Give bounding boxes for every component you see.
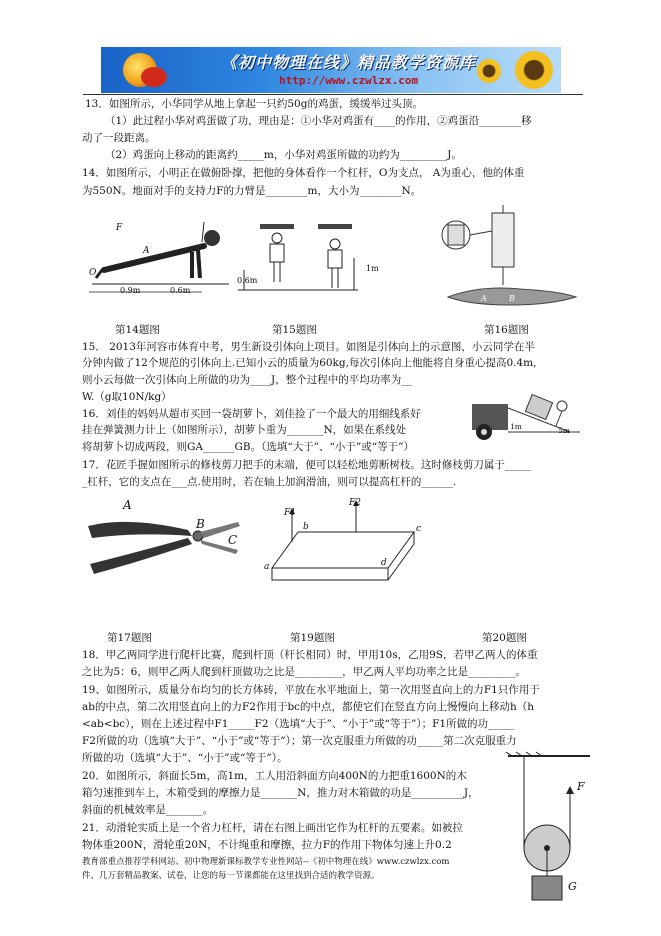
banner-title: 《初中物理在线》精品教学资源库 — [221, 53, 477, 72]
shears-B-label: B — [196, 517, 205, 531]
brick-a-label: a — [264, 562, 270, 572]
q14-line-1: 14．如图所示，小明正在做俯卧撑，把他的身体看作一个杠杆，O为支点， A为重心，他的体重 — [82, 167, 525, 179]
footer-line-1: 教育部重点推荐学科网站、初中物理新课标教学专业性网站--《初中物理在线》www.czwlzx.com — [82, 857, 450, 867]
header-rule — [83, 94, 583, 95]
brick-F1-label: F1 — [284, 508, 296, 518]
q21-line-2: 物体重200N，滑轮重20N，不计绳重和摩擦，拉力F的作用下物体匀速上升0.2 — [82, 839, 452, 851]
q13-line-3: 动了一段距离。 — [82, 132, 156, 144]
q18-line-1: 18．甲乙两同学进行爬杆比赛，爬到杆顶（杆长相同）时，甲用10s，乙用9S，若甲乙两人的体重 — [82, 649, 538, 661]
q19-line-3: <ab<bc），则在上述过程中F1_____F2（选填“大于”、“小于”或“等于”）；F1所做的功_____ — [82, 718, 515, 730]
q15-line-4: W.（g取10N/kg） — [82, 391, 172, 403]
shears-C-label: C — [228, 533, 238, 547]
q17-line-1: 17．花匠手握如图所示的修枝剪刀把手的末端，便可以轻松地剪断树枝。这时修枝剪刀属于_____ — [82, 459, 532, 471]
q15-line-3: 则小云每做一次引体向上所做的功为____J，整个过程中的平均功率为__ — [82, 374, 412, 386]
q13-line-4: （2）鸡蛋向上移动的距离约_____m，小华对鸡蛋所做的功约为_________J。 — [105, 149, 462, 161]
pushup-distance-2: 0.6m — [170, 286, 191, 295]
shears-A-label: A — [123, 498, 132, 512]
q19-line-1: 19、如图所示，质量分布均匀的长方体砖，平放在水平地面上，第一次用竖直向上的力F1只作用于 — [82, 684, 540, 696]
q20-line-3: 斜面的机械效率是_______。 — [82, 804, 214, 816]
sunflower-icon — [515, 51, 553, 89]
q16-line-3: 将胡萝卜切成两段，则GA______GB。（选填“大于”、“小于”或“等于”） — [82, 441, 415, 453]
pullup-height-1: 0.6m — [237, 276, 258, 285]
brick-b-label: b — [303, 522, 309, 532]
pushup-distance-1: 0.9m — [120, 286, 141, 295]
ramp-length-label: 5m — [558, 426, 570, 435]
q15-line-2: 分钟内做了12个规范的引体向上.已知小云的质量为60kg,每次引体向上他能将自身重心提高0.4m, — [82, 357, 537, 369]
pushup-O-label: O — [89, 268, 97, 278]
pushup-F-label: F — [116, 223, 123, 233]
header-banner — [101, 47, 561, 93]
q21-line-1: 21．动滑轮实质上是一个省力杠杆，请在右图上画出它作为杠杆的五要素。如被拉 — [82, 822, 463, 834]
ramp-height-label: 1m — [510, 422, 522, 431]
carrot-B-label: B — [509, 294, 515, 303]
q13-line-1: 13．如图所示，小华同学从地上拿起一只约50g的鸡蛋，缓缓举过头顶。 — [85, 98, 423, 110]
footer-line-2: 件、几万套精品教案、试卷，让您的每一节课都能在这里找到合适的教学资源。 — [82, 871, 380, 881]
q20-line-2: 箱匀速推到车上，木箱受到的摩擦力是_______N，推力对木箱做的功是__________J， — [82, 787, 479, 799]
q19-line-2: ab的中点，第二次用竖直向上的力F2作用于bc的中点，都使它们在竖直方向上慢慢向上移动h（h — [82, 701, 535, 713]
q15-line-1: 15． 2013年河容市体育中考，男生新设引体向上项目。如图是引体向上的示意图，小云同学在半 — [82, 341, 535, 353]
shears-figure — [88, 500, 248, 582]
q13-line-2: （1）此过程小华对鸡蛋做了功，理由是：①小华对鸡蛋有____的作用，②鸡蛋沿________移 — [105, 115, 532, 127]
pulley-F-label: F — [577, 780, 585, 793]
ramp-figure — [470, 384, 585, 444]
q18-line-2: 之比为5：6，则甲乙两人爬到杆顶做功之比是_________，甲乙两人平均功率之比是_________。 — [82, 666, 526, 678]
q17-line-2: _杠杆，它的支点在___点.使用时，若在轴上加润滑油，则可以提高杠杆的______. — [82, 476, 457, 488]
carrot-A-label: A — [481, 294, 487, 303]
fig19-caption: 第19题图 — [290, 632, 335, 644]
brick-F2-label: F2 — [349, 498, 361, 508]
q16-line-1: 16．刘佳的妈妈从超市买回一袋胡萝卜，刘佳捡了一个最大的用细线系好 — [82, 408, 421, 420]
q19-line-5: 所做的功（选填“大于”、“小于”或“等于”）。 — [82, 752, 288, 764]
pushup-A-label: A — [143, 246, 150, 256]
fig16-caption: 第16题图 — [484, 324, 529, 336]
fig14-caption: 第14题图 — [115, 324, 160, 336]
logo-accent-icon — [141, 67, 167, 87]
pulley-G-label: G — [568, 880, 577, 893]
pullup-figure — [238, 222, 358, 297]
brick-c-label: c — [416, 524, 422, 534]
fig20-caption: 第20题图 — [482, 632, 527, 644]
brick-d-label: d — [381, 558, 387, 568]
q20-line-1: 20．如图所示，斜面长5m，高1m，工人用沿斜面方向400N的力把重1600N的木 — [82, 770, 467, 782]
pulley-figure — [500, 752, 595, 932]
q14-line-2: 为550N。地面对手的支持力F的力臂是________m，大小为________N。 — [82, 185, 422, 197]
fig17-caption: 第17题图 — [107, 632, 152, 644]
q16-line-2: 挂在弹簧测力计上（如图所示），胡萝卜重为_______N，如果在系线处 — [82, 424, 407, 436]
q19-line-4: F2所做的功（选填“大于”、“小于”或“等于”）；第一次克服重力所做的功_____第二次克服重力 — [82, 735, 517, 747]
pullup-height-2: 1m — [366, 264, 379, 273]
sunflower-small-icon — [477, 59, 501, 83]
pushup-figure — [84, 222, 234, 297]
fig15-caption: 第15题图 — [272, 324, 317, 336]
banner-url: http://www.czwlzx.com — [279, 74, 419, 87]
